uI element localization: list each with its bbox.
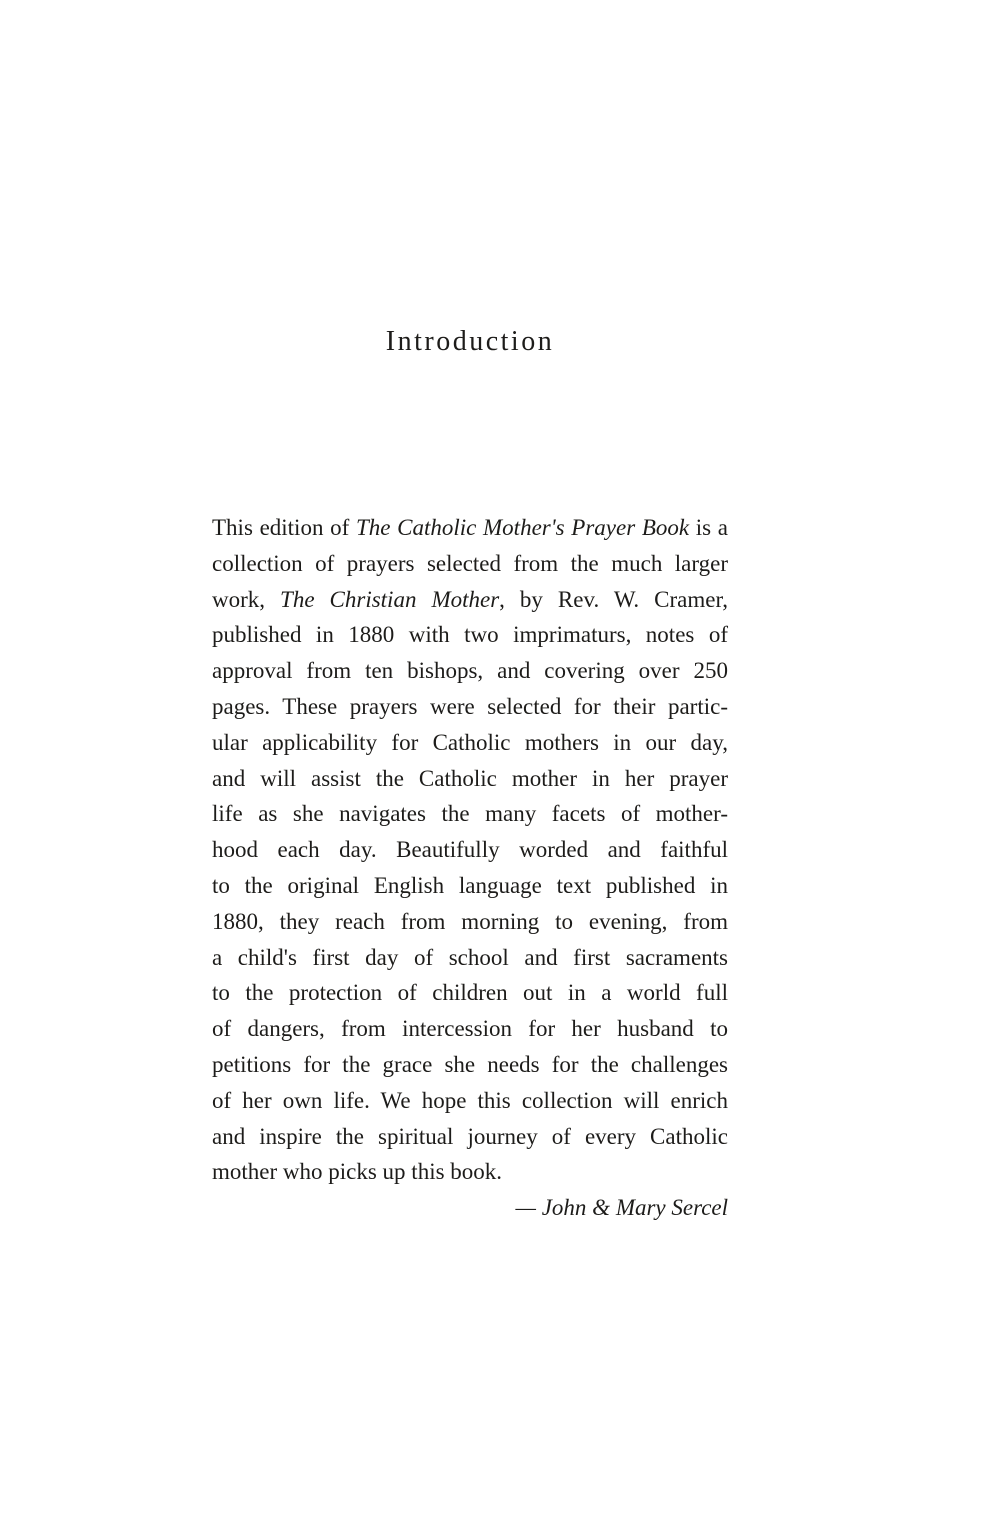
text-run: pages. These prayers were selected for their partic- <box>212 693 728 719</box>
text-run: to the protection of children out in a world full <box>212 980 728 1006</box>
paragraph-line <box>212 1011 728 1047</box>
text-run: approval from ten bishops, and covering over 250 <box>212 658 728 684</box>
paragraph-line <box>212 832 728 868</box>
text-run: and inspire the spiritual journey of every Catholic <box>212 1123 728 1149</box>
paragraph-line <box>212 1047 728 1083</box>
introduction-paragraph <box>212 510 728 1226</box>
chapter-title: Introduction <box>385 326 555 357</box>
text-run: petitions for the grace she needs for the challenges <box>212 1051 728 1077</box>
text-run: of dangers, from intercession for her husband to <box>212 1016 728 1042</box>
paragraph-line <box>212 617 728 653</box>
italic-text-run: — John & Mary Sercel <box>515 1195 728 1221</box>
paragraph-line <box>212 510 728 546</box>
paragraph-line <box>212 796 728 832</box>
paragraph-line <box>212 1119 728 1155</box>
paragraph-line <box>212 975 728 1011</box>
text-run: collection of prayers selected from the much larger <box>212 550 728 576</box>
text-run: published in 1880 with two imprimaturs, notes of <box>212 622 728 648</box>
paragraph-line <box>212 546 728 582</box>
text-run: a child's first day of school and first sacraments <box>212 944 728 970</box>
italic-text-run: The Christian Mother <box>280 586 500 612</box>
paragraph-line <box>212 725 728 761</box>
paragraph-line <box>212 940 728 976</box>
text-run: is a <box>689 515 728 540</box>
text-run: and will assist the Catholic mother in her prayer <box>212 765 728 791</box>
text-run: hood each day. Beautifully worded and faithful <box>212 837 728 863</box>
paragraph-line <box>212 904 728 940</box>
text-run: 1880, they reach from morning to evening, from <box>212 908 728 934</box>
text-run: , by Rev. W. Cramer, <box>499 586 728 612</box>
italic-text-run: The Catholic Mother's Prayer Book <box>355 515 690 540</box>
text-run: mother who picks up this book. <box>212 1159 503 1185</box>
text-run: of her own life. We hope this collection will enrich <box>212 1087 728 1113</box>
paragraph-line <box>212 653 728 689</box>
text-run: work, <box>212 586 281 612</box>
text-run: ular applicability for Catholic mothers in our day, <box>212 729 728 755</box>
text-run: to the original English language text published in <box>212 872 728 898</box>
paragraph-line <box>212 1154 728 1190</box>
text-run: This edition of <box>212 515 356 540</box>
paragraph-line <box>212 868 728 904</box>
paragraph-line <box>212 761 728 797</box>
paragraph-line <box>212 582 728 618</box>
text-run: life as she navigates the many facets of mother- <box>212 801 728 827</box>
paragraph-line <box>212 689 728 725</box>
paragraph-line <box>212 1083 728 1119</box>
signature-line <box>212 1190 728 1226</box>
